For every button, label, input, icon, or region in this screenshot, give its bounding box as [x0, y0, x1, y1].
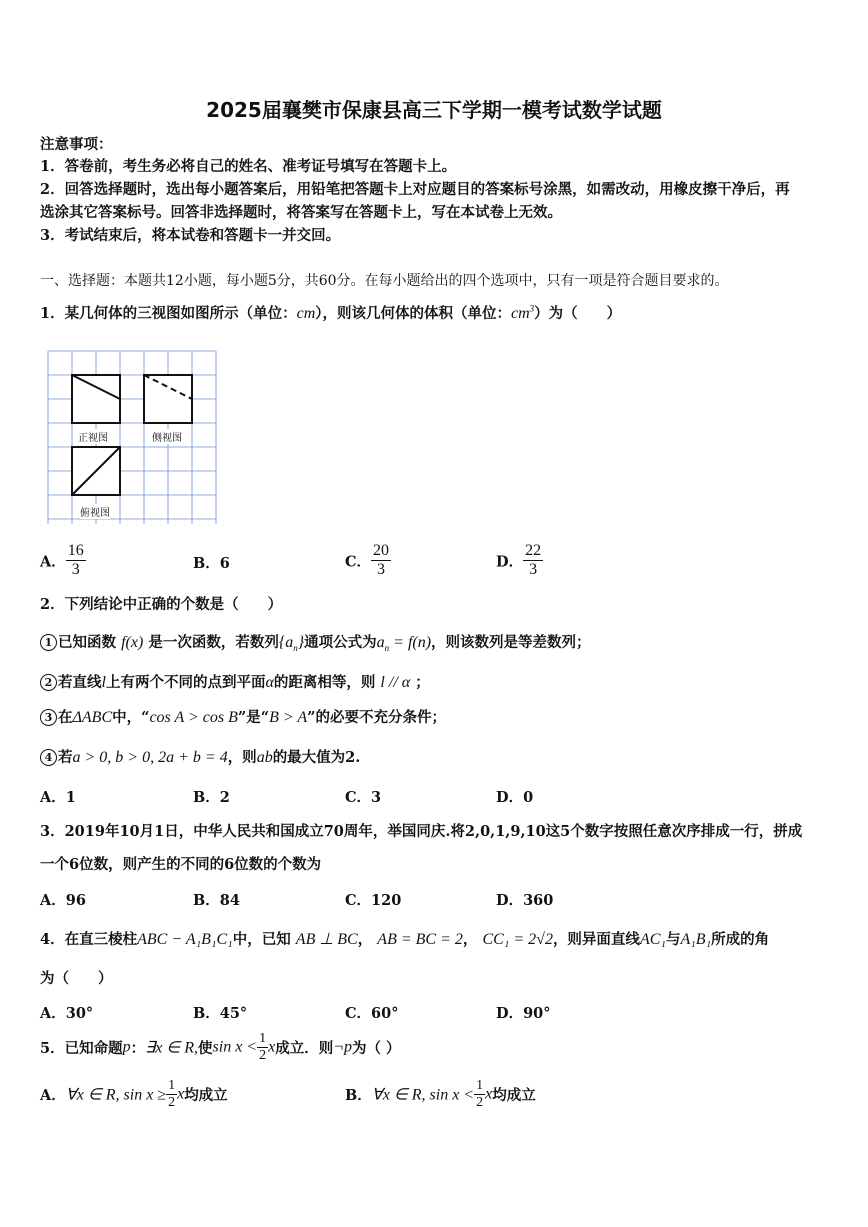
q3-option-a[interactable]: A．96 — [40, 892, 86, 909]
q4-option-c[interactable]: C．60° — [345, 1005, 399, 1022]
side-view-label: 侧视图 — [152, 429, 182, 444]
q1-unit-cm3: $cm^3$ — [511, 303, 535, 322]
section-heading: 一、选择题：本题共12小题，每小题5分，共60分。在每小题给出的四个选项中，只有一项是符合题目要求的。 — [40, 273, 729, 289]
front-view-label: 正视图 — [78, 429, 108, 444]
q1-option-b[interactable]: B．6 — [193, 555, 230, 572]
q2-statement-3: 3 在ΔABC中，“cos A > cos B”是“B > A”的必要不充分条件； — [40, 706, 446, 727]
notice-item-2-cont: 选涂其它答案标号。回答非选择题时，将答案写在答题卡上，写在本试卷上无效。 — [40, 204, 562, 221]
question-1 — [40, 302, 621, 323]
q1-unit-cm: cm — [296, 305, 316, 322]
notice-item-3: 3．考试结束后，将本试卷和答题卡一并交回。 — [40, 227, 341, 244]
question-5: 5．已知命题p：∃x ∈ R,使sin x < $\frac{1}{2}$ x成立．则¬p为（ ） — [40, 1031, 401, 1064]
question-3-line-1: 3．2019年10月1日，中华人民共和国成立70周年，举国同庆.将2,0,1,9,10这5个数字按照任意次序排成一行，拼成 — [40, 823, 803, 840]
q1-option-d[interactable]: D． $\frac{22}{3}$ — [496, 542, 542, 579]
q2-option-c[interactable]: C．3 — [345, 789, 382, 806]
question-4-line-2: 为（ ） — [40, 970, 113, 987]
q5-option-a[interactable]: A．∀x ∈ R, sin x ≥ $\frac{1}{2}$ x均成立 — [40, 1078, 228, 1111]
q2-option-d[interactable]: D．0 — [496, 789, 534, 806]
top-view-label: 俯视图 — [80, 504, 110, 519]
question-2: 2．下列结论中正确的个数是（ ） — [40, 596, 283, 613]
q2-option-a[interactable]: A．1 — [40, 789, 76, 806]
q4-option-a[interactable]: A．30° — [40, 1005, 94, 1022]
q2-option-b[interactable]: B．2 — [193, 789, 230, 806]
notice-item-2: 2．回答选择题时，选出每小题答案后，用铅笔把答题卡上对应题目的答案标号涂黑，如需改动，用橡皮擦干净后，再 — [40, 181, 790, 198]
page-title: 2025届襄樊市保康县高三下学期一模考试数学试题 — [206, 98, 662, 122]
q4-option-d[interactable]: D．90° — [496, 1005, 551, 1022]
q1-option-c[interactable]: C． $\frac{20}{3}$ — [345, 542, 390, 579]
q1-text-a: 1．某几何体的三视图如图所示（单位： — [40, 305, 297, 322]
q2-statement-4: 4 若a > 0, b > 0, 2a + b = 4，则ab的最大值为2. — [40, 746, 360, 767]
three-view-figure — [46, 350, 218, 524]
question-3-line-2: 一个6位数，则产生的不同的6位数的个数为 — [40, 856, 322, 873]
q4-option-b[interactable]: B．45° — [193, 1005, 248, 1022]
q2-statement-1: 1 已知函数 f(x) 是一次函数，若数列$\{a_n\}$通项公式为$a_n = f(n)$，则该数列是等差数列； — [40, 631, 591, 653]
q2-statement-2: 2 若直线l上有两个不同的点到平面α的距离相等，则 l // α ； — [40, 671, 430, 692]
q1-text-b: ），则该几何体的体积（单位： — [315, 305, 511, 322]
q1-text-c: ）为（ ） — [534, 305, 622, 322]
notice-heading: 注意事项： — [40, 136, 113, 153]
q3-option-c[interactable]: C．120 — [345, 892, 402, 909]
q3-option-b[interactable]: B．84 — [193, 892, 240, 909]
q5-option-b[interactable]: B．∀x ∈ R, sin x < $\frac{1}{2}$ x均成立 — [345, 1078, 536, 1111]
notice-item-1: 1．答卷前，考生务必将自己的姓名、准考证号填写在答题卡上。 — [40, 158, 457, 175]
q3-option-d[interactable]: D．360 — [496, 892, 554, 909]
question-4-line-1: 4．在直三棱柱ABC − A₁B₁C₁中，已知 AB ⊥ BC， AB = BC = 2， CC₁ = 2√2，则异面直线AC₁与A₁B₁所成的角 — [40, 931, 770, 948]
q1-option-a[interactable]: A． $\frac{16}{3}$ — [40, 542, 84, 579]
